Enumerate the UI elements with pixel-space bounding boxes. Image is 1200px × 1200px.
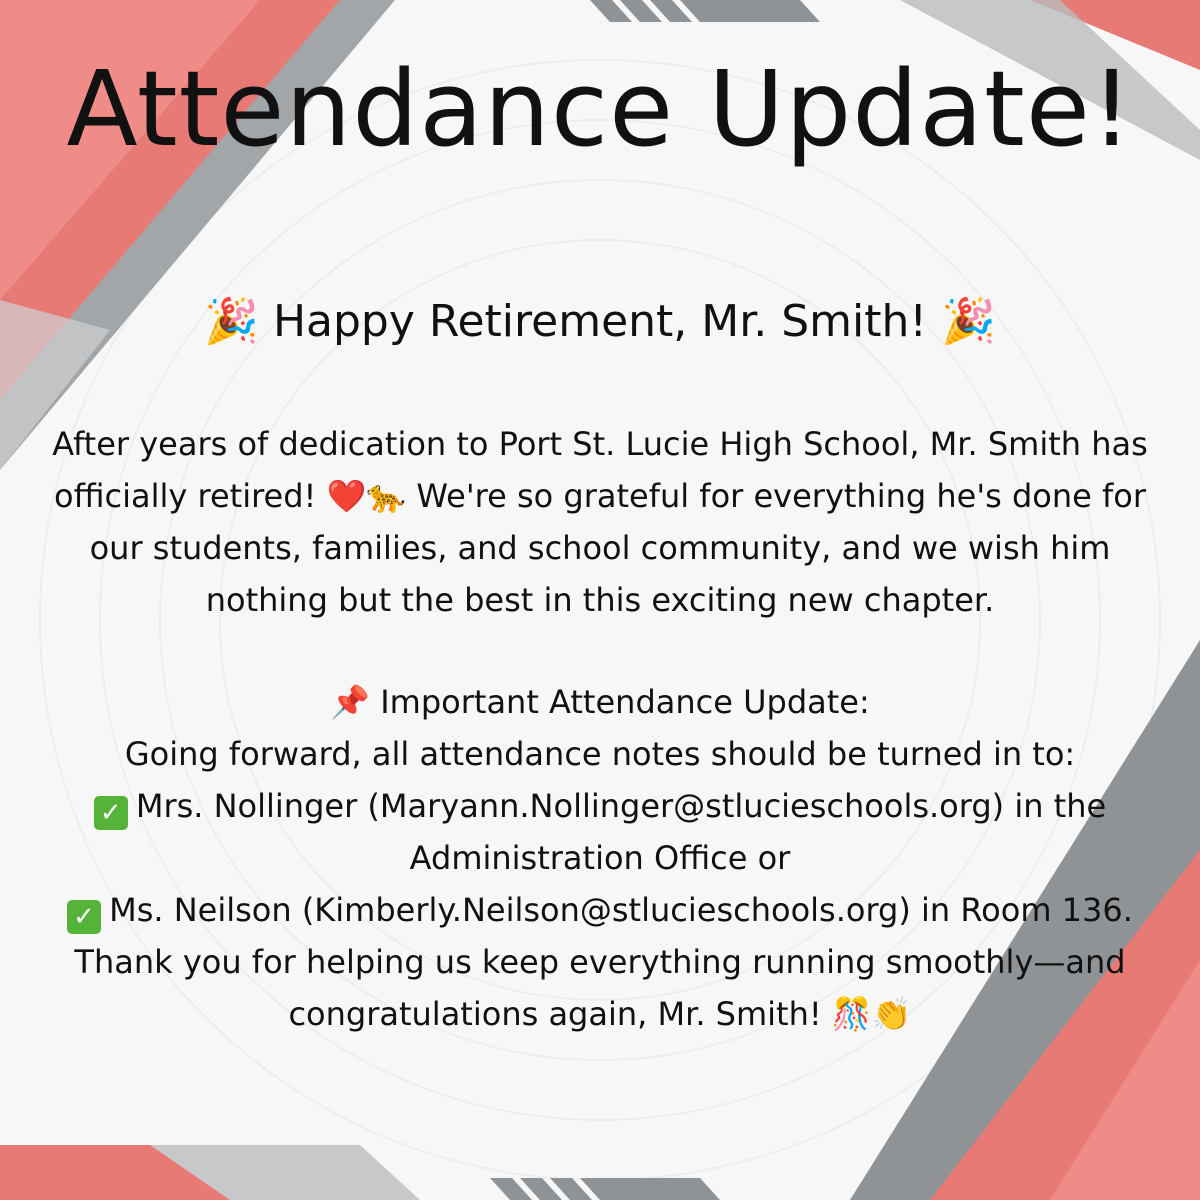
contact-neilson-text: Ms. Neilson (Kimberly.Neilson@stlucieschools.org) in Room 136.	[109, 891, 1133, 929]
update-heading-line	[50, 676, 1150, 728]
check-mark-icon: ✓	[67, 900, 101, 934]
thank-you-text: Thank you for helping us keep everything running smoothly—and congratulations again, Mr. Smith!	[74, 943, 1126, 1033]
red-heart-icon: ❤️	[326, 477, 367, 515]
contact-nollinger-text: Mrs. Nollinger (Maryann.Nollinger@stlucieschools.org) in the Administration Office or	[135, 787, 1107, 877]
contact-neilson	[50, 884, 1150, 936]
update-heading: Important Attendance Update:	[380, 683, 870, 721]
confetti-clapping-icons: 🎊👏	[831, 995, 912, 1033]
retirement-paragraph-part2: We're so grateful for everything he's done for our students, families, and school community, and we wish him nothing but the best in this exciting new chapter.	[89, 477, 1146, 619]
retirement-paragraph	[50, 418, 1150, 626]
attendance-update-section	[50, 676, 1150, 1040]
retirement-paragraph-part1: After years of dedication to Port St. Lucie High School, Mr. Smith has officially retired!	[52, 425, 1148, 515]
retirement-headline-text: Happy Retirement, Mr. Smith!	[272, 296, 928, 347]
poster-title: Attendance Update!	[66, 48, 1134, 170]
leopard-icon: 🐆	[366, 477, 407, 515]
check-mark-icon: ✓	[94, 796, 128, 830]
thank-you-line	[50, 936, 1150, 1040]
retirement-headline	[0, 296, 1200, 349]
party-popper-icon: 🎉	[204, 296, 259, 347]
party-popper-icon: 🎉	[941, 296, 996, 347]
pushpin-icon: 📌	[330, 683, 371, 721]
contact-nollinger	[50, 780, 1150, 884]
update-intro: Going forward, all attendance notes should be turned in to:	[124, 735, 1076, 773]
